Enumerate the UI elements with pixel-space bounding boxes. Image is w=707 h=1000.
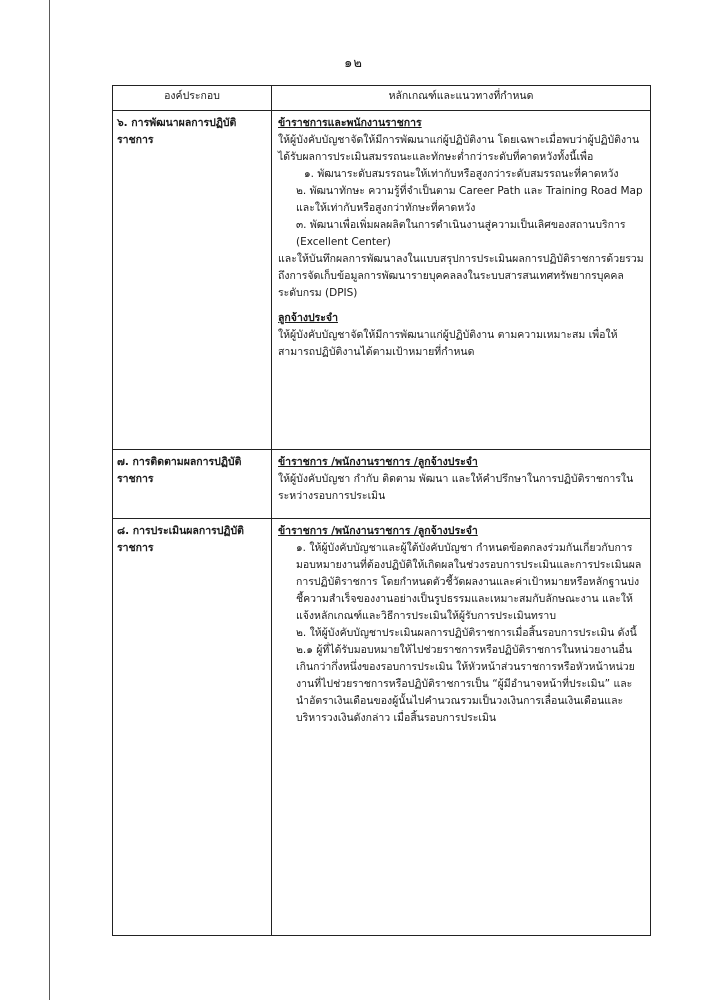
header-criteria: หลักเกณฑ์และแนวทางที่กำหนด <box>272 86 651 111</box>
table-row <box>113 519 651 936</box>
section-heading: ลูกจ้างประจำ <box>278 312 338 324</box>
paragraph: ให้ผู้บังคับบัญชาจัดให้มีการพัฒนาแก่ผู้ปฏิบัติงาน โดยเฉพาะเมื่อพบว่าผู้ปฏิบัติงานได้รับผลการประเมินสมรรถนะและทักษะต่ำกว่าระดับที่คาดหวังทั้งนี้เพื่อ <box>278 134 640 163</box>
criteria-cell <box>272 450 651 519</box>
paragraph: ให้ผู้บังคับบัญชาจัดให้มีการพัฒนาแก่ผู้ปฏิบัติงาน ตามความเหมาะสม เพื่อให้สามารถปฏิบัติงานได้ตามเป้าหมายที่กำหนด <box>278 329 618 358</box>
section-heading: ข้าราชการ /พนักงานราชการ /ลูกจ้างประจำ <box>278 525 478 537</box>
header-component: องค์ประกอบ <box>113 86 272 111</box>
paragraph: ๓. พัฒนาเพื่อเพิ่มผลผลิตในการดำเนินงานสู่ความเป็นเลิศของสถานบริการ (Excellent Center) <box>296 219 626 248</box>
section-heading: ข้าราชการและพนักงานราชการ <box>278 117 422 129</box>
criteria-table <box>112 85 651 936</box>
table-row <box>113 450 651 519</box>
page-number: ๑๒ <box>344 56 363 71</box>
paragraph: และให้บันทึกผลการพัฒนาลงในแบบสรุปการประเมินผลการปฏิบัติราชการด้วยรวมถึงการจัดเก็บข้อมูลการพัฒนารายบุคคลลงในระบบสารสนเทศทรัพยากรบุคคลระดับกรม (DPIS) <box>278 253 644 299</box>
table-header-row <box>113 86 651 111</box>
paragraph: ๑. ให้ผู้บังคับบัญชาและผู้ใต้บังคับบัญชา กำหนดข้อตกลงร่วมกันเกี่ยวกับการมอบหมายงานที่ต้องปฏิบัติให้เกิดผลในช่วงรอบการประเมินและการประเมินผลการปฏิบัติราชการ โดยกำหนดตัวชี้วัดผลงานและค่าเป้าหมายหรือหลักฐานบ่งชี้ความสำเร็จของงานอย่างเป็นรูปธรรมและเหมาะสมกับลักษณะงาน และให้แจ้งหลักเกณฑ์และวิธีการประเมินให้ผู้รับการประเมินทราบ <box>296 542 642 622</box>
component-title: ๖. การพัฒนาผลการปฏิบัติราชการ <box>117 117 237 146</box>
paragraph: ๑. พัฒนาระดับสมรรถนะให้เท่ากับหรือสูงกว่าระดับสมรรถนะที่คาดหวัง <box>304 168 619 180</box>
criteria-cell <box>272 519 651 936</box>
component-cell <box>113 519 272 936</box>
paragraph: ๒. พัฒนาทักษะ ความรู้ที่จำเป็นตาม Career Path และ Training Road Map และให้เท่ากับหรือสูงกว่าทักษะที่คาดหวัง <box>296 185 643 214</box>
criteria-cell <box>272 111 651 450</box>
component-title: ๘. การประเมินผลการปฏิบัติราชการ <box>117 525 244 554</box>
paragraph: ให้ผู้บังคับบัญชา กำกับ ติดตาม พัฒนา และให้คำปรึกษาในการปฏิบัติราชการในระหว่างรอบการประเมิน <box>278 473 634 502</box>
paragraph: ๒. ให้ผู้บังคับบัญชาประเมินผลการปฏิบัติราชการเมื่อสิ้นรอบการประเมิน ดังนี้ <box>296 627 637 639</box>
component-cell <box>113 450 272 519</box>
component-title: ๗. การติดตามผลการปฏิบัติราชการ <box>117 456 242 485</box>
paragraph: ๒.๑ ผู้ที่ได้รับมอบหมายให้ไปช่วยราชการหรือปฏิบัติราชการในหน่วยงานอื่นเกินกว่ากึ่งหนึ่งของรอบการประเมิน ให้หัวหน้าส่วนราชการหรือหัวหน้าหน่วยงานที่ไปช่วยราชการหรือปฏิบัติราชการเป็น “ผู้มีอำนาจหน้าที่ประเมิน” และนำอัตราเงินเดือนของผู้นั้นไปคำนวณรวมเป็นวงเงินการเลื่อนเงินเดือนและบริหารวงเงินดังกล่าว เมื่อสิ้นรอบการประเมิน <box>296 644 635 724</box>
component-cell <box>113 111 272 450</box>
table-row <box>113 111 651 450</box>
section-heading: ข้าราชการ /พนักงานราชการ /ลูกจ้างประจำ <box>278 456 478 468</box>
left-margin-line <box>49 0 50 1000</box>
